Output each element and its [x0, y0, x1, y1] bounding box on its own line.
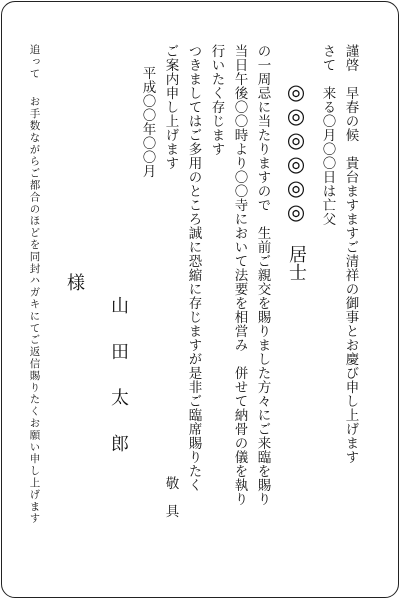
- postscript-heading: 追って: [28, 44, 41, 80]
- memorial-line: の一周忌に当たりますので 生前ご親交を賜りました方々にご来臨を賜り: [254, 44, 271, 506]
- request-line: つきましてはご多用のところ誠に恐縮に存じますが是非ご臨席賜りたく: [185, 44, 202, 492]
- koji-title: 居士: [286, 245, 307, 281]
- postscript-body: お手数ながらご都合のほどを同封ハガキにてご返信賜りたくお願い申し上げます: [28, 96, 41, 525]
- announcement-line: さて 来る〇月〇〇日は亡父: [319, 44, 336, 226]
- greeting-line: 謹啓 早春の候 貴台ますますご清祥の御事とお慶び申し上げます: [342, 44, 359, 464]
- sender-name: 山田太郎: [108, 296, 129, 480]
- ceremony-line: 当日午後〇〇時より〇〇寺において法要を相営み 併せて納骨の儀を執り: [231, 44, 248, 506]
- closing-keigu: 敬 具: [162, 476, 179, 518]
- recipient-honorific: 様: [64, 273, 85, 291]
- deceased-name-placeholder: ◎◎◎◎◎◎: [284, 80, 308, 224]
- wish-line: 行いたく存じます: [208, 44, 225, 156]
- date-line: 平成〇〇年〇〇月: [139, 66, 156, 178]
- guide-line: ご案内申し上げます: [162, 44, 179, 170]
